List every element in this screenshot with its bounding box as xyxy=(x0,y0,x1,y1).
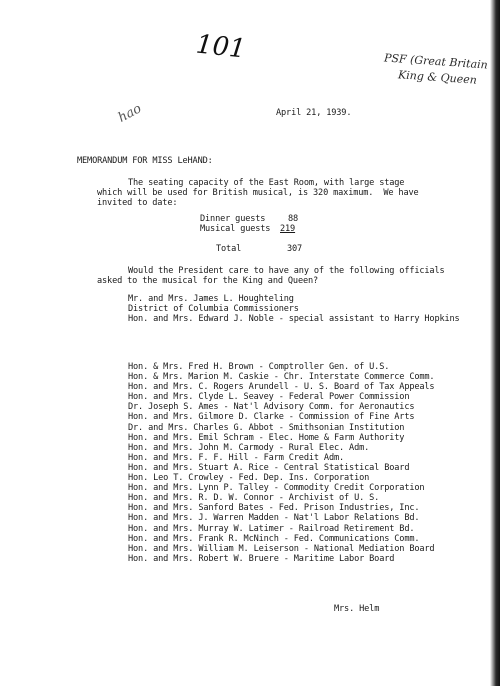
list-item: Hon. and Mrs. Edward J. Noble - special assistant to Harry Hopkins xyxy=(128,314,460,325)
list-item: District of Columbia Commissioners xyxy=(128,304,299,315)
paragraph-line: invited to date: xyxy=(97,198,178,208)
handwritten-note-subject: King & Queen xyxy=(397,68,478,87)
signature: Mrs. Helm xyxy=(334,604,380,614)
musical-guests-label: Musical guests xyxy=(200,224,271,234)
list-item: Hon. & Mrs. Fred H. Brown - Comptroller Gen. of U.S. xyxy=(128,362,390,372)
list-item: Hon. Leo T. Crowley - Fed. Dep. Ins. Corporation xyxy=(128,473,370,484)
list-item: Dr. and Mrs. Charles G. Abbot - Smithsonian Institution xyxy=(128,422,405,433)
musical-guests-value: 219 xyxy=(280,224,296,234)
list-item: Hon. and Mrs. Emil Schram - Elec. Home & Farm Authority xyxy=(128,432,405,443)
list-item: Hon. and Mrs. R. D. W. Connor - Archivist of U. S. xyxy=(128,493,380,504)
list-item: Mr. and Mrs. James L. Houghteling xyxy=(128,294,294,304)
paragraph-line: Would the President care to have any of the following officials xyxy=(128,266,445,276)
list-item: Hon. and Mrs. Lynn P. Talley - Commodity Credit Corporation xyxy=(128,483,425,494)
handwritten-note-file: PSF (Great Britain xyxy=(383,51,489,72)
list-item: Dr. Joseph S. Ames - Nat'l Advisory Comm. for Aeronautics xyxy=(128,402,415,413)
guest-list-group-1 xyxy=(128,294,460,324)
scan-edge-shadow xyxy=(490,0,500,686)
list-item: Hon. and Mrs. William M. Leiserson - National Mediation Board xyxy=(128,543,435,554)
guest-list-group-2 xyxy=(128,362,434,564)
list-item: Hon. and Mrs. John M. Carmody - Rural Elec. Adm. xyxy=(128,442,370,453)
list-item: Hon. and Mrs. Frank R. McNinch - Fed. Communications Comm. xyxy=(128,533,420,544)
list-item: Hon. and Mrs. F. F. Hill - Farm Credit Adm. xyxy=(128,452,345,463)
memo-recipient: MEMORANDUM FOR MISS LeHAND: xyxy=(77,156,213,166)
list-item: Hon. and Mrs. J. Warren Madden - Nat'l Labor Relations Bd. xyxy=(128,513,420,524)
list-item: Hon. and Mrs. C. Rogers Arundell - U. S. Board of Tax Appeals xyxy=(128,382,435,393)
memo-date: April 21, 1939. xyxy=(276,108,352,118)
total-value: 307 xyxy=(287,244,303,254)
list-item: Hon. and Mrs. Stuart A. Rice - Central Statistical Board xyxy=(128,462,410,473)
handwritten-scribble: hao xyxy=(115,101,145,126)
list-item: Hon. and Mrs. Sanford Bates - Fed. Prison Industries, Inc. xyxy=(128,503,420,514)
list-item: Hon. and Mrs. Robert W. Bruere - Maritime Labor Board xyxy=(128,553,395,564)
list-item: Hon. and Mrs. Gilmore D. Clarke - Commission of Fine Arts xyxy=(128,412,415,423)
total-label: Total xyxy=(216,244,242,254)
dinner-guests-label: Dinner guests xyxy=(200,214,266,224)
paragraph-line: asked to the musical for the King and Queen? xyxy=(97,276,319,286)
list-item: Hon. and Mrs. Murray W. Latimer - Railroad Retirement Bd. xyxy=(128,523,415,534)
list-item: Hon. & Mrs. Marion M. Caskie - Chr. Interstate Commerce Comm. xyxy=(128,372,435,383)
paragraph-line: The seating capacity of the East Room, with large stage xyxy=(128,178,405,188)
paragraph-line: which will be used for British musical, is 320 maximum. We have xyxy=(97,188,419,198)
list-item: Hon. and Mrs. Clyde L. Seavey - Federal Power Commission xyxy=(128,392,410,403)
page-number-annotation: 101 xyxy=(194,29,248,65)
dinner-guests-value: 88 xyxy=(288,214,299,224)
